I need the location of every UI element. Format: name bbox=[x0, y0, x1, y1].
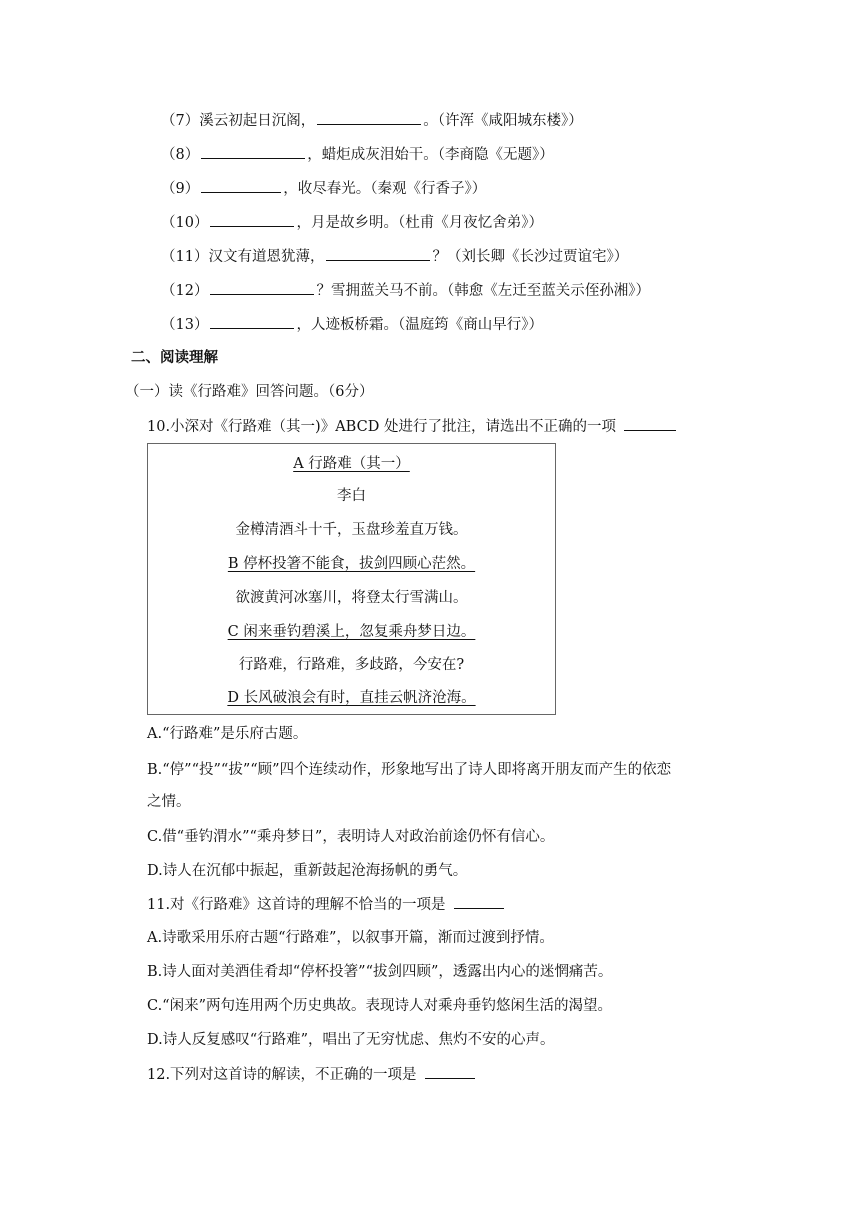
q10-option-a: A.“行路难”是乐府古题。 bbox=[147, 726, 308, 742]
answer-blank[interactable] bbox=[454, 894, 504, 909]
blank-prefix: （10） bbox=[161, 215, 209, 231]
subsection-title: （一）读《行路难》回答问题。（6分） bbox=[125, 384, 374, 400]
q10-option-c: C.借“垂钓渭水”“乘舟梦日”，表明诗人对政治前途仍怀有信心。 bbox=[147, 829, 555, 845]
fill-blank-8 bbox=[161, 144, 554, 164]
blank-suffix: ？雪拥蓝关马不前。（韩愈《左迁至蓝关示侄孙湘》） bbox=[316, 283, 650, 299]
blank-suffix: ，蜡炬成灰泪始干。（李商隐《无题》） bbox=[307, 147, 554, 163]
answer-blank[interactable] bbox=[624, 416, 676, 431]
blank-prefix: （13） bbox=[161, 317, 209, 333]
blank-prefix: （9） bbox=[161, 181, 200, 197]
poem-author: 李白 bbox=[337, 488, 366, 504]
poem-line-annotated: C 闲来垂钓碧溪上，忽复乘舟梦日边。 bbox=[227, 624, 476, 640]
question-text: 11.对《行路难》这首诗的理解不恰当的一项是 bbox=[147, 897, 446, 913]
blank-prefix: （7）溪云初起日沉阁， bbox=[161, 113, 316, 129]
q11-option-a: A.诗歌采用乐府古题“行路难”，以叙事开篇，渐而过渡到抒情。 bbox=[147, 930, 554, 946]
poem-line-annotated: B 停杯投箸不能食，拔剑四顾心茫然。 bbox=[227, 556, 476, 572]
blank-prefix: （12） bbox=[161, 283, 209, 299]
answer-blank[interactable] bbox=[425, 1064, 475, 1079]
blank-suffix: 。（许浑《咸阳城东楼》） bbox=[423, 113, 583, 129]
poem-box bbox=[147, 443, 556, 715]
q10-option-b: B.“停”“投”“拔”“顾”四个连续动作，形象地写出了诗人即将离开朋友而产生的依恋 bbox=[147, 762, 672, 778]
answer-blank[interactable] bbox=[326, 246, 430, 261]
q11-option-d: D.诗人反复感叹“行路难”，唱出了无穷忧虑、焦灼不安的心声。 bbox=[147, 1032, 555, 1048]
blank-prefix: （11）汉文有道恩犹薄， bbox=[161, 249, 325, 265]
blank-prefix: （8） bbox=[161, 147, 200, 163]
blank-suffix: ？（刘长卿《长沙过贾谊宅》） bbox=[432, 249, 629, 265]
answer-blank[interactable] bbox=[210, 212, 294, 227]
q10-option-b-cont: 之情。 bbox=[147, 794, 191, 810]
blank-suffix: ，收尽春光。（秦观《行香子》） bbox=[283, 181, 487, 197]
blank-suffix: ，月是故乡明。（杜甫《月夜忆舍弟》） bbox=[296, 215, 543, 231]
question-text: 12.下列对这首诗的解读，不正确的一项是 bbox=[147, 1067, 417, 1083]
q11-option-b: B.诗人面对美酒佳肴却“停杯投箸”“拔剑四顾”，透露出内心的迷惘痛苦。 bbox=[147, 964, 613, 980]
answer-blank[interactable] bbox=[317, 110, 421, 125]
section-title: 二、阅读理解 bbox=[131, 349, 218, 366]
question-10-stem bbox=[147, 416, 678, 436]
fill-blank-13 bbox=[161, 314, 543, 334]
poem-line: 欲渡黄河冰塞川，将登太行雪满山。 bbox=[235, 590, 468, 606]
fill-blank-10 bbox=[161, 212, 543, 232]
fill-blank-9 bbox=[161, 178, 486, 198]
answer-blank[interactable] bbox=[210, 280, 314, 295]
fill-blank-12 bbox=[161, 280, 650, 300]
question-12-stem bbox=[147, 1064, 477, 1084]
poem-line: 金樽清酒斗十千，玉盘珍羞直万钱。 bbox=[235, 522, 468, 538]
fill-blank-7 bbox=[161, 110, 583, 130]
q10-option-d: D.诗人在沉郁中振起，重新鼓起沧海扬帆的勇气。 bbox=[147, 863, 468, 879]
q11-option-c: C.“闲来”两句连用两个历史典故。表现诗人对乘舟垂钓悠闲生活的渴望。 bbox=[147, 998, 613, 1014]
question-text: 10.小深对《行路难（其一)》ABCD 处进行了批注，请选出不正确的一项 bbox=[147, 419, 616, 435]
blank-suffix: ，人迹板桥霜。（温庭筠《商山早行》） bbox=[296, 317, 543, 333]
answer-blank[interactable] bbox=[210, 314, 294, 329]
answer-blank[interactable] bbox=[201, 178, 281, 193]
poem-line-annotated: D 长风破浪会有时，直挂云帆济沧海。 bbox=[227, 690, 476, 706]
poem-line: 行路难，行路难，多歧路，今安在? bbox=[238, 657, 465, 673]
poem-title: A 行路难（其一） bbox=[293, 456, 410, 472]
answer-blank[interactable] bbox=[201, 144, 305, 159]
question-11-stem bbox=[147, 894, 506, 914]
fill-blank-11 bbox=[161, 246, 628, 266]
